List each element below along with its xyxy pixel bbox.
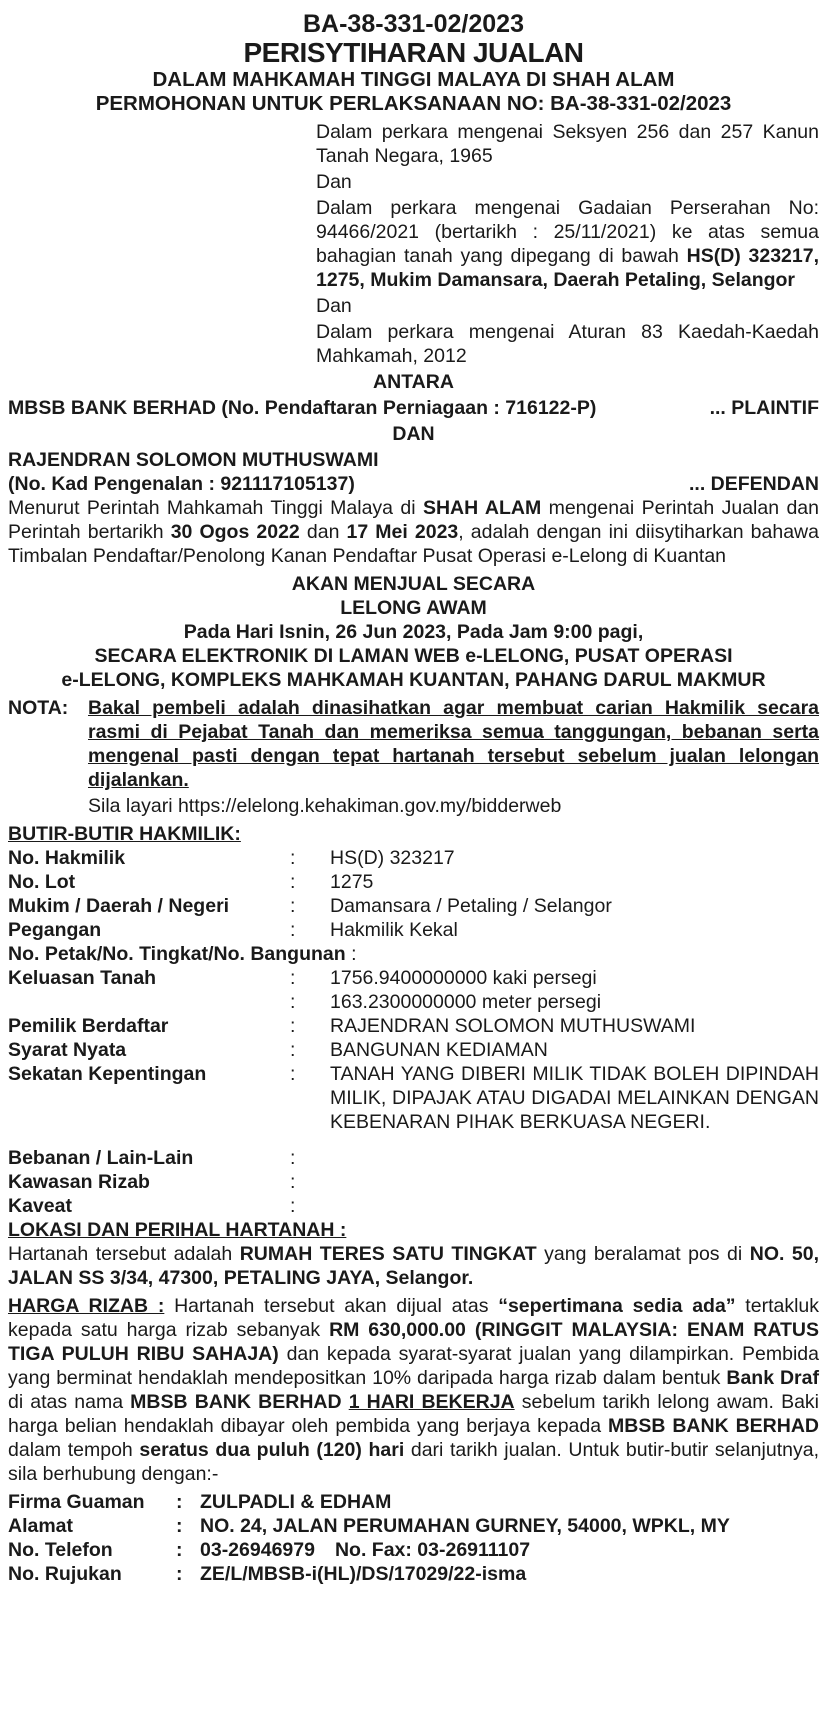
row-syarat (8, 1038, 819, 1062)
label-address: Alamat (8, 1515, 74, 1537)
label-mukim: Mukim / Daerah / Negeri (8, 895, 230, 917)
row-kaveat (8, 1194, 819, 1218)
colon: : (351, 943, 357, 965)
reserve-period: seratus dua puluh (120) hari (139, 1439, 405, 1461)
value-sekatan: TANAH YANG DIBERI MILIK TIDAK BOLEH DIPINDAH MILIK, DIPAJAK ATAU DIGADAI MELAINKAN DENGAN KEBENARAN PIHAK BERKUASA NEGERI. (330, 1063, 819, 1133)
nota-url: Sila layari https://elelong.kehakiman.gov.my/bidderweb (88, 795, 562, 817)
contact-firm-row (8, 1490, 819, 1514)
plaintiff-name: MBSB BANK BERHAD (No. Pendaftaran Perniagaan : 716122-P) (8, 397, 597, 419)
plaintiff-row (8, 396, 819, 420)
reserve-text-8: dari tarikh jualan. Untuk butir-butir selanjutnya, sila berhubung dengan:- (8, 1439, 819, 1485)
value-firm: ZULPADLI & EDHAM (200, 1491, 392, 1513)
reserve-bank-name: MBSB BANK BERHAD (130, 1391, 342, 1413)
matter-and-2: Dan (316, 295, 352, 317)
label-pemilik: Pemilik Berdaftar (8, 1015, 169, 1037)
contact-address-row (8, 1514, 819, 1538)
colon: : (290, 1195, 296, 1217)
location-text-1: Hartanah tersebut adalah (8, 1243, 240, 1265)
location-heading: LOKASI DAN PERIHAL HARTANAH : (8, 1219, 347, 1241)
colon: : (290, 1039, 296, 1061)
case-number: BA-38-331-02/2023 (303, 10, 524, 38)
row-keluasan-1 (8, 966, 819, 990)
value-no-hakmilik: HS(D) 323217 (330, 847, 455, 869)
defendant-name: RAJENDRAN SOLOMON MUTHUSWAMI (8, 449, 379, 471)
label-phone: No. Telefon (8, 1539, 113, 1561)
matter-2-text: Dalam perkara mengenai Gadaian Perserahan No: 94466/2021 (bertarikh : 25/11/2021) ke atas semua bahagian tanah yang dipegang di bawah (316, 197, 819, 267)
order-date-2: 17 Mei 2023 (346, 521, 459, 543)
reserve-bank-draft: Bank Draf (726, 1367, 819, 1389)
value-syarat: BANGUNAN KEDIAMAN (330, 1039, 548, 1061)
colon: : (290, 1063, 296, 1085)
label-petak: No. Petak/No. Tingkat/No. Bangunan (8, 943, 346, 965)
reserve-text-3: dan kepada syarat-syarat jualan yang dilampirkan. Pembida yang berminat hendaklah mendepositkan 10% daripada harga rizab dalam bentuk (8, 1343, 819, 1389)
reserve-text-1: Hartanah tersebut akan dijual atas (164, 1295, 499, 1317)
auction-line-2: LELONG AWAM (340, 597, 487, 619)
value-pemilik: RAJENDRAN SOLOMON MUTHUSWAMI (330, 1015, 696, 1037)
row-mukim (8, 894, 819, 918)
row-rizab (8, 1170, 819, 1194)
matter-1: Dalam perkara mengenai Seksyen 256 dan 257 Kanun Tanah Negara, 1965 (316, 121, 819, 167)
colon: : (176, 1491, 183, 1513)
reserve-text-6: sebelum tarikh lelong awam. Baki harga belian hendaklah dibayar oleh pembida yang berjaya kepada (8, 1391, 820, 1437)
label-sekatan: Sekatan Kepentingan (8, 1063, 207, 1085)
matter-and-1: Dan (316, 171, 352, 193)
value-no-lot: 1275 (330, 871, 374, 893)
value-keluasan-sqm: 163.2300000000 meter persegi (330, 991, 602, 1013)
colon: : (290, 1171, 296, 1193)
nota-label: NOTA: (8, 697, 69, 719)
value-mukim: Damansara / Petaling / Selangor (330, 895, 612, 917)
reserve-text-7: dalam tempoh (8, 1439, 140, 1461)
nota-block (8, 696, 819, 818)
order-text-3: dan (299, 521, 347, 543)
order-paragraph (8, 496, 819, 568)
plaintiff-role: ... PLAINTIF (709, 397, 819, 419)
label-rizab: Kawasan Rizab (8, 1171, 150, 1193)
reserve-bank-name-2: MBSB BANK BERHAD (608, 1415, 820, 1437)
colon: : (290, 991, 296, 1013)
colon: : (176, 1515, 183, 1537)
label-keluasan: Keluasan Tanah (8, 967, 157, 989)
value-keluasan-sqft: 1756.9400000000 kaki persegi (330, 967, 597, 989)
label-no-lot: No. Lot (8, 871, 76, 893)
value-pegangan: Hakmilik Kekal (330, 919, 458, 941)
order-court: SHAH ALAM (422, 497, 542, 519)
contact-phone-row (8, 1538, 819, 1562)
colon: : (176, 1539, 183, 1561)
value-phone: 03-26946979 (200, 1539, 315, 1561)
order-date-1: 30 Ogos 2022 (170, 521, 300, 543)
label-bebanan: Bebanan / Lain-Lain (8, 1147, 194, 1169)
row-petak (8, 942, 819, 966)
reserve-paragraph (8, 1294, 819, 1486)
matter-2 (316, 196, 819, 292)
colon: : (290, 919, 296, 941)
auction-venue-1: SECARA ELEKTRONIK DI LAMAN WEB e-LELONG, PUSAT OPERASI (94, 645, 733, 667)
matter-2-title: HS(D) 323217, 1275, Mukim Damansara, Daerah Petaling, Selangor (316, 245, 819, 291)
colon: : (290, 1015, 296, 1037)
antara-label: ANTARA (373, 371, 454, 393)
row-keluasan-2 (8, 990, 819, 1014)
order-text-1: Menurut Perintah Mahkamah Tinggi Malaya di (8, 497, 423, 519)
document-title: PERISYTIHARAN JUALAN (243, 37, 584, 68)
title-details-heading: BUTIR-BUTIR HAKMILIK: (8, 823, 241, 845)
auction-venue-2: e-LELONG, KOMPLEKS MAHKAMAH KUANTAN, PAHANG DARUL MAKMUR (61, 669, 766, 691)
label-syarat: Syarat Nyata (8, 1039, 127, 1061)
property-type: RUMAH TERES SATU TINGKAT (239, 1243, 537, 1265)
court-name: DALAM MAHKAMAH TINGGI MALAYA DI SHAH ALAM (152, 68, 675, 91)
row-pemilik (8, 1014, 819, 1038)
colon: : (290, 847, 296, 869)
row-pegangan (8, 918, 819, 942)
colon: : (290, 871, 296, 893)
dan-label: DAN (392, 423, 435, 445)
defendant-role: ... DEFENDAN (688, 473, 819, 495)
value-fax: No. Fax: 03-26911107 (334, 1539, 531, 1561)
location-text-2: yang beralamat pos di (536, 1243, 750, 1265)
reserve-as-is: “sepertimana sedia ada” (498, 1295, 736, 1317)
nota-text: Bakal pembeli adalah dinasihatkan agar membuat carian Hakmilik secara rasmi di Pejabat Tanah dan memeriksa semua tanggungan, bebanan serta mengenal pasti dengan tepat hartanah tersebut sebelum jualan lelongan dijalankan. (88, 697, 819, 791)
contact-reference-row (8, 1562, 819, 1586)
property-address: NO. 50, JALAN SS 3/34, 47300, PETALING JAYA, Selangor. (8, 1243, 820, 1289)
order-text-4: , adalah dengan ini diisytiharkan bahawa Timbalan Pendaftar/Penolong Kanan Pendaftar Pusat Operasi e-Lelong di Kuantan (8, 521, 819, 567)
label-kaveat: Kaveat (8, 1195, 72, 1217)
label-no-hakmilik: No. Hakmilik (8, 847, 126, 869)
row-no-lot (8, 870, 819, 894)
colon: : (176, 1563, 183, 1585)
order-text-2: mengenai Perintah Jualan dan Perintah bertarikh (8, 497, 819, 543)
defendant-row (8, 472, 819, 496)
reserve-text-2: tertakluk kepada satu harga rizab sebanyak (8, 1295, 820, 1341)
colon: : (290, 967, 296, 989)
location-paragraph (8, 1242, 819, 1290)
label-pegangan: Pegangan (8, 919, 102, 941)
reserve-text-5 (342, 1391, 349, 1413)
row-sekatan (8, 1062, 819, 1134)
reserve-text-4: di atas nama (8, 1391, 131, 1413)
value-reference: ZE/L/MBSB-i(HL)/DS/17029/22-isma (200, 1563, 527, 1585)
reserve-price: RM 630,000.00 (RINGGIT MALAYSIA: ENAM RATUS TIGA PULUH RIBU SAHAJA) (8, 1319, 819, 1365)
matter-3: Dalam perkara mengenai Aturan 83 Kaedah-Kaedah Mahkamah, 2012 (316, 321, 819, 367)
row-no-hakmilik (8, 846, 819, 870)
reserve-working-day: 1 HARI BEKERJA (348, 1391, 515, 1413)
colon: : (290, 1147, 296, 1169)
row-bebanan (8, 1146, 819, 1170)
defendant-ic: (No. Kad Pengenalan : 921117105137) (8, 473, 355, 495)
auction-date: Pada Hari Isnin, 26 Jun 2023, Pada Jam 9:00 pagi, (183, 621, 644, 643)
application-number: PERMOHONAN UNTUK PERLAKSANAAN NO: BA-38-331-02/2023 (95, 92, 732, 115)
colon: : (290, 895, 296, 917)
label-reference: No. Rujukan (8, 1563, 122, 1585)
value-address: NO. 24, JALAN PERUMAHAN GURNEY, 54000, WPKL, MY (200, 1515, 730, 1537)
label-firm: Firma Guaman (8, 1491, 145, 1513)
reserve-heading: HARGA RIZAB : (8, 1295, 165, 1317)
auction-line-1: AKAN MENJUAL SECARA (291, 573, 536, 595)
